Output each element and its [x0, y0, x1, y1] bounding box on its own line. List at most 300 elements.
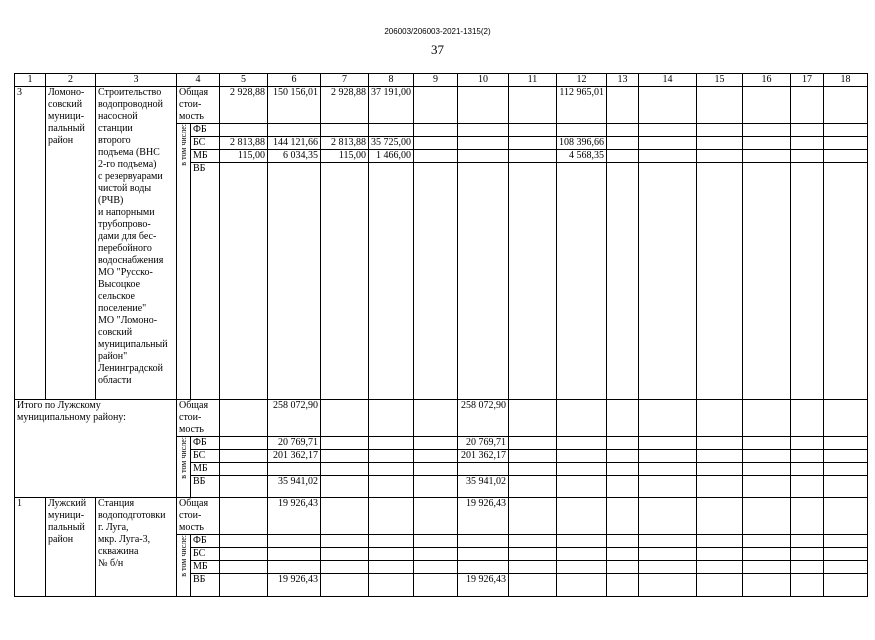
value-cell: [791, 535, 824, 548]
value-cell: [824, 548, 868, 561]
value-cell: [557, 561, 607, 574]
cost-type-label: БС: [191, 548, 220, 561]
project-line: с резервуарами: [98, 171, 163, 182]
value-cell: [557, 124, 607, 137]
value-cell: [557, 535, 607, 548]
cost-type-label: ФБ: [191, 124, 220, 137]
in-total-label: в том числе:: [177, 124, 191, 400]
value-cell: [607, 476, 639, 498]
project-line: второго: [98, 135, 131, 146]
value-cell: [321, 574, 369, 597]
cost-type-label: ФБ: [191, 535, 220, 548]
value-cell: [743, 574, 791, 597]
value-cell: [607, 561, 639, 574]
project-line: 2-го подъема): [98, 159, 157, 170]
value-cell: [607, 437, 639, 450]
value-cell: 258 072,90: [458, 400, 509, 437]
value-cell: [268, 163, 321, 400]
value-cell: [557, 437, 607, 450]
value-cell: [414, 124, 458, 137]
value-cell: [791, 450, 824, 463]
value-cell: [458, 137, 509, 150]
column-header: 7: [321, 74, 369, 87]
value-cell: [557, 400, 607, 437]
column-number-row: [15, 74, 868, 87]
total-label-line: муниципальному району:: [17, 412, 126, 423]
total-label: [15, 400, 177, 498]
value-cell: 35 941,02: [458, 476, 509, 498]
value-cell: 258 072,90: [268, 400, 321, 437]
value-cell: [321, 437, 369, 450]
project-line: мкр. Луга-3,: [98, 534, 151, 545]
document-id: 206003/206003-2021-1315(2): [384, 27, 491, 36]
value-cell: [557, 476, 607, 498]
value-cell: 2 928,88: [321, 87, 369, 124]
value-cell: [369, 463, 414, 476]
project-line: Ленинградской: [98, 363, 163, 374]
value-cell: [639, 87, 697, 124]
value-cell: [791, 498, 824, 535]
value-cell: [639, 548, 697, 561]
value-cell: [743, 561, 791, 574]
district-line: совский: [48, 99, 83, 110]
cost-type-label: ВБ: [191, 476, 220, 498]
value-cell: [824, 150, 868, 163]
value-cell: [639, 463, 697, 476]
value-cell: [697, 137, 743, 150]
value-cell: [220, 498, 268, 535]
value-cell: [220, 548, 268, 561]
value-cell: [369, 450, 414, 463]
column-header: 10: [458, 74, 509, 87]
project-line: перебойного: [98, 243, 152, 254]
value-cell: [369, 476, 414, 498]
value-cell: [791, 548, 824, 561]
value-cell: [697, 535, 743, 548]
value-cell: [369, 535, 414, 548]
value-cell: [557, 498, 607, 535]
value-cell: [639, 137, 697, 150]
value-cell: [509, 498, 557, 535]
project-line: поселение": [98, 303, 147, 314]
value-cell: [509, 150, 557, 163]
value-cell: [220, 437, 268, 450]
value-cell: 115,00: [321, 150, 369, 163]
value-cell: [321, 535, 369, 548]
value-cell: [220, 561, 268, 574]
value-cell: 144 121,66: [268, 137, 321, 150]
column-header: 14: [639, 74, 697, 87]
value-cell: [791, 163, 824, 400]
value-cell: [458, 548, 509, 561]
value-cell: 150 156,01: [268, 87, 321, 124]
column-header: 18: [824, 74, 868, 87]
value-cell: [414, 548, 458, 561]
value-cell: 37 191,00: [369, 87, 414, 124]
cost-type-label: Общая стои- мость: [177, 87, 220, 124]
value-cell: [639, 561, 697, 574]
value-cell: [791, 437, 824, 450]
value-cell: [321, 163, 369, 400]
value-cell: [607, 548, 639, 561]
value-cell: [791, 150, 824, 163]
value-cell: [639, 150, 697, 163]
value-cell: [414, 437, 458, 450]
value-cell: [824, 400, 868, 437]
cost-type-label: МБ: [191, 150, 220, 163]
value-cell: [509, 437, 557, 450]
value-cell: [414, 150, 458, 163]
page-number: 37: [431, 42, 444, 57]
project-line: скважина: [98, 546, 139, 557]
value-cell: [509, 450, 557, 463]
financing-table: [14, 73, 868, 597]
value-cell: [321, 548, 369, 561]
value-cell: [639, 476, 697, 498]
value-cell: 35 725,00: [369, 137, 414, 150]
value-cell: [557, 574, 607, 597]
value-cell: [414, 561, 458, 574]
value-cell: [458, 561, 509, 574]
column-header: 12: [557, 74, 607, 87]
in-total-label: в том числе:: [177, 437, 191, 498]
column-header: 5: [220, 74, 268, 87]
value-cell: [268, 463, 321, 476]
value-cell: [697, 548, 743, 561]
value-cell: [607, 535, 639, 548]
value-cell: [639, 400, 697, 437]
column-header: 2: [46, 74, 96, 87]
value-cell: [791, 87, 824, 124]
column-header: 15: [697, 74, 743, 87]
project-line: и напорными: [98, 207, 155, 218]
value-cell: [268, 124, 321, 137]
value-cell: [824, 476, 868, 498]
value-cell: [791, 124, 824, 137]
value-cell: [414, 400, 458, 437]
column-header: 13: [607, 74, 639, 87]
value-cell: 201 362,17: [268, 450, 321, 463]
cost-type-label: ВБ: [191, 163, 220, 400]
district-line: Ломоно-: [48, 87, 85, 98]
value-cell: [607, 87, 639, 124]
value-cell: [607, 150, 639, 163]
district-line: Лужский: [48, 498, 87, 509]
value-cell: [458, 124, 509, 137]
project-line: водоподготовки: [98, 510, 166, 521]
district-cell: [46, 498, 96, 597]
value-cell: [509, 535, 557, 548]
cost-type-label: МБ: [191, 463, 220, 476]
value-cell: [743, 437, 791, 450]
row-number: 3: [15, 87, 46, 400]
value-cell: [824, 561, 868, 574]
value-cell: [220, 476, 268, 498]
value-cell: 2 928,88: [220, 87, 268, 124]
value-cell: [220, 450, 268, 463]
value-cell: [697, 476, 743, 498]
value-cell: [557, 450, 607, 463]
value-cell: [509, 400, 557, 437]
value-cell: [743, 535, 791, 548]
value-cell: [607, 400, 639, 437]
project-line: Высоцкое: [98, 279, 141, 290]
project-line: сельское: [98, 291, 135, 302]
cost-type-label: ВБ: [191, 574, 220, 597]
value-cell: [369, 400, 414, 437]
project-line: насосной: [98, 111, 138, 122]
table-row: [15, 87, 868, 124]
district-line: пальный: [48, 522, 85, 533]
value-cell: 19 926,43: [458, 498, 509, 535]
value-cell: [743, 150, 791, 163]
value-cell: [369, 124, 414, 137]
value-cell: [824, 498, 868, 535]
value-cell: [697, 450, 743, 463]
project-line: МО "Ломоно-: [98, 315, 158, 326]
value-cell: [824, 124, 868, 137]
value-cell: [220, 463, 268, 476]
value-cell: [824, 87, 868, 124]
district-line: район: [48, 135, 74, 146]
value-cell: [639, 163, 697, 400]
project-line: г. Луга,: [98, 522, 129, 533]
project-description: [96, 87, 177, 400]
value-cell: 108 396,66: [557, 137, 607, 150]
project-line: Станция: [98, 498, 135, 509]
column-header: 17: [791, 74, 824, 87]
value-cell: [791, 561, 824, 574]
value-cell: [697, 400, 743, 437]
value-cell: 112 965,01: [557, 87, 607, 124]
value-cell: [458, 163, 509, 400]
table-row: [15, 400, 868, 437]
project-line: муниципальный: [98, 339, 168, 350]
value-cell: [369, 498, 414, 535]
value-cell: [639, 535, 697, 548]
cost-type-label: ФБ: [191, 437, 220, 450]
value-cell: [824, 137, 868, 150]
value-cell: [458, 535, 509, 548]
cost-type-label: Общая стои- мость: [177, 498, 220, 535]
value-cell: [697, 124, 743, 137]
value-cell: [509, 163, 557, 400]
district-line: муници-: [48, 111, 85, 122]
value-cell: [743, 450, 791, 463]
value-cell: [607, 450, 639, 463]
project-line: области: [98, 375, 132, 386]
value-cell: [791, 476, 824, 498]
value-cell: [220, 163, 268, 400]
value-cell: 6 034,35: [268, 150, 321, 163]
value-cell: [369, 437, 414, 450]
value-cell: [743, 87, 791, 124]
cost-type-label: БС: [191, 137, 220, 150]
value-cell: 20 769,71: [458, 437, 509, 450]
value-cell: [697, 87, 743, 124]
value-cell: [509, 87, 557, 124]
value-cell: [220, 574, 268, 597]
value-cell: [414, 574, 458, 597]
project-line: район": [98, 351, 128, 362]
value-cell: [743, 498, 791, 535]
value-cell: [369, 163, 414, 400]
value-cell: [509, 124, 557, 137]
value-cell: [639, 498, 697, 535]
value-cell: [743, 463, 791, 476]
value-cell: [220, 124, 268, 137]
project-line: совский: [98, 327, 133, 338]
value-cell: [697, 150, 743, 163]
value-cell: [824, 535, 868, 548]
value-cell: 4 568,35: [557, 150, 607, 163]
total-label-line: Итого по Лужскому: [17, 400, 101, 411]
value-cell: [321, 476, 369, 498]
column-header: 9: [414, 74, 458, 87]
value-cell: 2 813,88: [220, 137, 268, 150]
value-cell: 1 466,00: [369, 150, 414, 163]
column-header: 3: [96, 74, 177, 87]
value-cell: [607, 463, 639, 476]
project-line: подъема (ВНС: [98, 147, 160, 158]
district-line: муници-: [48, 510, 85, 521]
project-line: Строительство: [98, 87, 162, 98]
value-cell: [639, 124, 697, 137]
value-cell: [369, 561, 414, 574]
cost-type-label: Общая стои- мость: [177, 400, 220, 437]
value-cell: [509, 463, 557, 476]
value-cell: [557, 463, 607, 476]
value-cell: [743, 476, 791, 498]
value-cell: [321, 498, 369, 535]
value-cell: [697, 498, 743, 535]
value-cell: [557, 163, 607, 400]
value-cell: [743, 124, 791, 137]
value-cell: [639, 437, 697, 450]
value-cell: [791, 463, 824, 476]
value-cell: [321, 463, 369, 476]
column-header: 1: [15, 74, 46, 87]
value-cell: 201 362,17: [458, 450, 509, 463]
value-cell: [414, 476, 458, 498]
value-cell: [414, 498, 458, 535]
value-cell: [791, 400, 824, 437]
value-cell: [321, 450, 369, 463]
value-cell: 35 941,02: [268, 476, 321, 498]
project-line: водоснабжения: [98, 255, 164, 266]
value-cell: [743, 137, 791, 150]
table-row: [15, 498, 868, 535]
value-cell: [607, 124, 639, 137]
row-number: 1: [15, 498, 46, 597]
value-cell: [220, 400, 268, 437]
column-header: 16: [743, 74, 791, 87]
cost-type-label: МБ: [191, 561, 220, 574]
project-line: станции: [98, 123, 133, 134]
value-cell: 20 769,71: [268, 437, 321, 450]
district-line: район: [48, 534, 74, 545]
value-cell: 19 926,43: [458, 574, 509, 597]
value-cell: [268, 535, 321, 548]
value-cell: [824, 463, 868, 476]
value-cell: [458, 463, 509, 476]
value-cell: [321, 124, 369, 137]
value-cell: [414, 137, 458, 150]
value-cell: [697, 574, 743, 597]
project-line: водопроводной: [98, 99, 163, 110]
project-line: МО "Русско-: [98, 267, 153, 278]
value-cell: [743, 548, 791, 561]
value-cell: [268, 561, 321, 574]
value-cell: [639, 450, 697, 463]
value-cell: [824, 163, 868, 400]
district-cell: [46, 87, 96, 400]
value-cell: [509, 548, 557, 561]
value-cell: 2 813,88: [321, 137, 369, 150]
value-cell: 115,00: [220, 150, 268, 163]
project-line: (РЧВ): [98, 195, 124, 206]
value-cell: [414, 163, 458, 400]
column-header: 8: [369, 74, 414, 87]
value-cell: 19 926,43: [268, 498, 321, 535]
value-cell: [509, 137, 557, 150]
value-cell: [697, 561, 743, 574]
value-cell: [557, 548, 607, 561]
in-total-label: в том числе:: [177, 535, 191, 597]
value-cell: [824, 450, 868, 463]
project-line: трубопрово-: [98, 219, 151, 230]
value-cell: [268, 548, 321, 561]
project-line: чистой воды: [98, 183, 152, 194]
value-cell: [414, 463, 458, 476]
value-cell: [697, 463, 743, 476]
project-description: [96, 498, 177, 597]
value-cell: [458, 150, 509, 163]
value-cell: [509, 574, 557, 597]
value-cell: [697, 163, 743, 400]
value-cell: [743, 163, 791, 400]
project-line: дами для бес-: [98, 231, 157, 242]
project-line: № б/н: [98, 558, 124, 569]
value-cell: [414, 450, 458, 463]
cost-type-label: БС: [191, 450, 220, 463]
value-cell: 19 926,43: [268, 574, 321, 597]
value-cell: [743, 400, 791, 437]
value-cell: [321, 561, 369, 574]
value-cell: [414, 87, 458, 124]
value-cell: [458, 87, 509, 124]
value-cell: [369, 548, 414, 561]
column-header: 6: [268, 74, 321, 87]
value-cell: [414, 535, 458, 548]
value-cell: [791, 137, 824, 150]
value-cell: [824, 574, 868, 597]
value-cell: [607, 574, 639, 597]
value-cell: [607, 498, 639, 535]
column-header: 11: [509, 74, 557, 87]
value-cell: [321, 400, 369, 437]
district-line: пальный: [48, 123, 85, 134]
value-cell: [607, 137, 639, 150]
column-header: 4: [177, 74, 220, 87]
value-cell: [607, 163, 639, 400]
value-cell: [369, 574, 414, 597]
value-cell: [791, 574, 824, 597]
value-cell: [824, 437, 868, 450]
value-cell: [639, 574, 697, 597]
value-cell: [220, 535, 268, 548]
value-cell: [509, 561, 557, 574]
